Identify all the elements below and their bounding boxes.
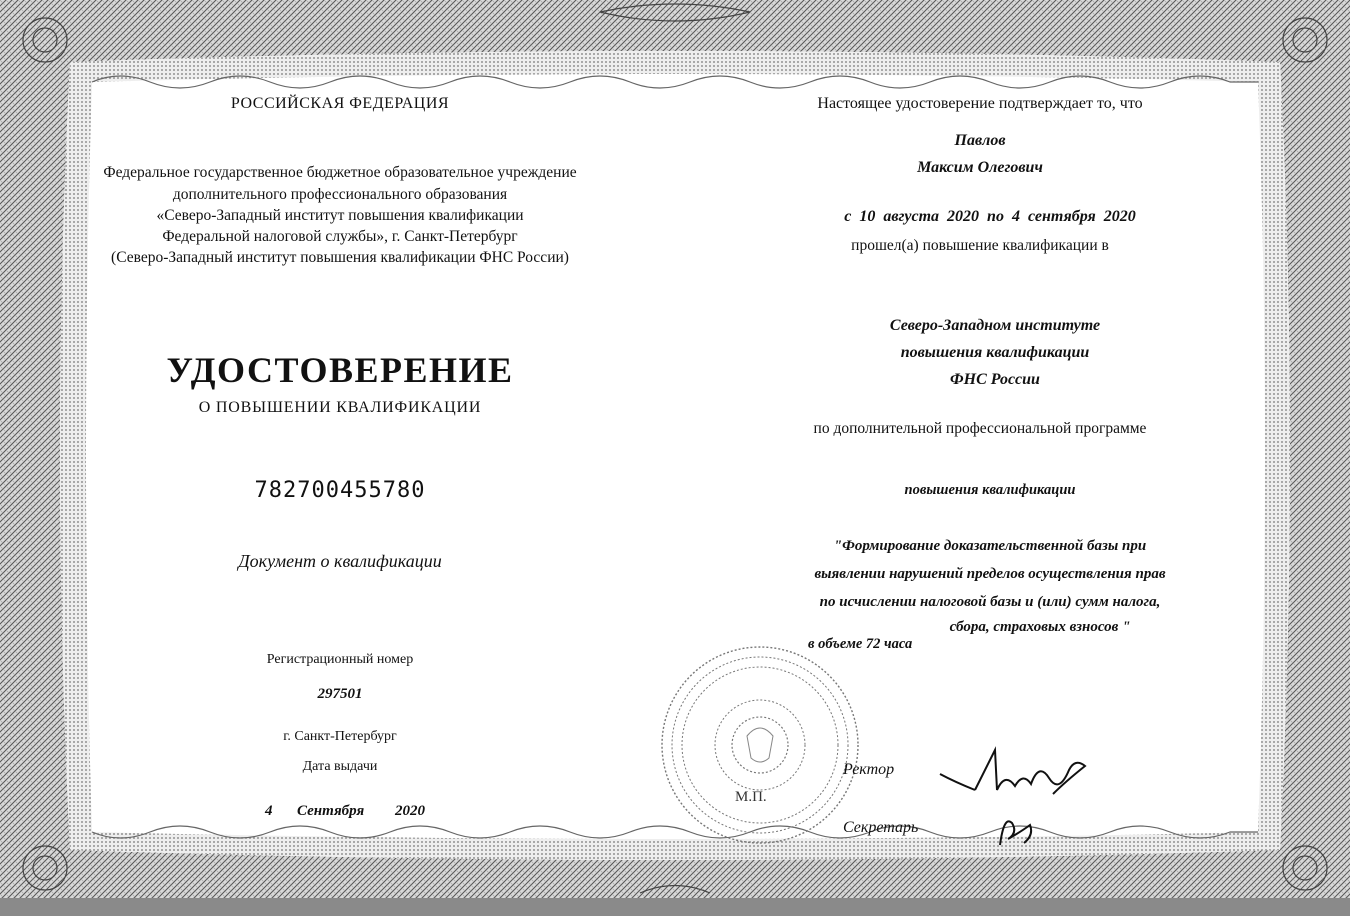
program-type: повышения квалификации <box>904 482 1076 498</box>
secretary-label: Секретарь <box>843 819 919 836</box>
training-period: с 10 августа 2020 по 4 сентября 2020 <box>844 208 1136 225</box>
document-subtitle: О ПОВЫШЕНИИ КВАЛИФИКАЦИИ <box>198 399 482 416</box>
institute-line-1: Северо-Западном институте <box>889 317 1101 334</box>
issue-city: г. Санкт-Петербург <box>283 729 397 744</box>
program-title-line-1: "Формирование доказательственной базы при <box>833 538 1147 554</box>
program-label: по дополнительной профессиональной программе <box>813 420 1147 437</box>
document-type: Документ о квалификации <box>238 551 442 571</box>
secretary-signature-icon <box>990 805 1050 855</box>
issue-month: Сентября <box>297 803 365 819</box>
official-stamp <box>655 640 865 850</box>
institution-line-1: Федеральное государственное бюджетное образовательное учреждение <box>103 164 577 181</box>
stamp-label: М.П. <box>735 789 767 805</box>
issue-date-label: Дата выдачи <box>302 759 378 774</box>
institution-line-4: Федеральной налоговой службы», г. Санкт-Петербург <box>162 228 518 245</box>
passed-text: прошел(а) повышение квалификации в <box>851 237 1109 254</box>
program-title-line-2: выявлении нарушений пределов осуществления прав <box>814 566 1166 582</box>
institute-line-3: ФНС России <box>950 371 1040 388</box>
registration-number: 297501 <box>317 686 363 702</box>
rector-signature-icon <box>935 742 1105 812</box>
holder-surname: Павлов <box>954 132 1006 149</box>
issue-year: 2020 <box>395 803 425 819</box>
program-volume: в объеме 72 часа <box>808 636 913 652</box>
institution-line-2: дополнительного профессионального образования <box>172 186 508 203</box>
institution-line-3: «Северо-Западный институт повышения квалификации <box>156 207 524 224</box>
registration-label: Регистрационный номер <box>266 652 414 667</box>
document-title: УДОСТОВЕРЕНИЕ <box>166 350 514 390</box>
program-title-line-3: по исчислении налоговой базы и (или) сумм налога, <box>819 594 1161 610</box>
institute-line-2: повышения квалификации <box>900 344 1090 361</box>
program-title-line-4: сбора, страховых взносов " <box>949 619 1131 635</box>
issue-day: 4 <box>265 803 273 819</box>
institution-line-5: (Северо-Западный институт повышения квалификации ФНС России) <box>111 249 569 266</box>
country-name: РОССИЙСКАЯ ФЕДЕРАЦИЯ <box>230 95 450 112</box>
serial-number: 782700455780 <box>254 478 426 503</box>
holder-name: Максим Олегович <box>917 159 1043 176</box>
scan-edge <box>0 898 1350 916</box>
intro-text: Настоящее удостоверение подтверждает то, что <box>817 95 1143 112</box>
rector-label: Ректор <box>843 761 895 778</box>
